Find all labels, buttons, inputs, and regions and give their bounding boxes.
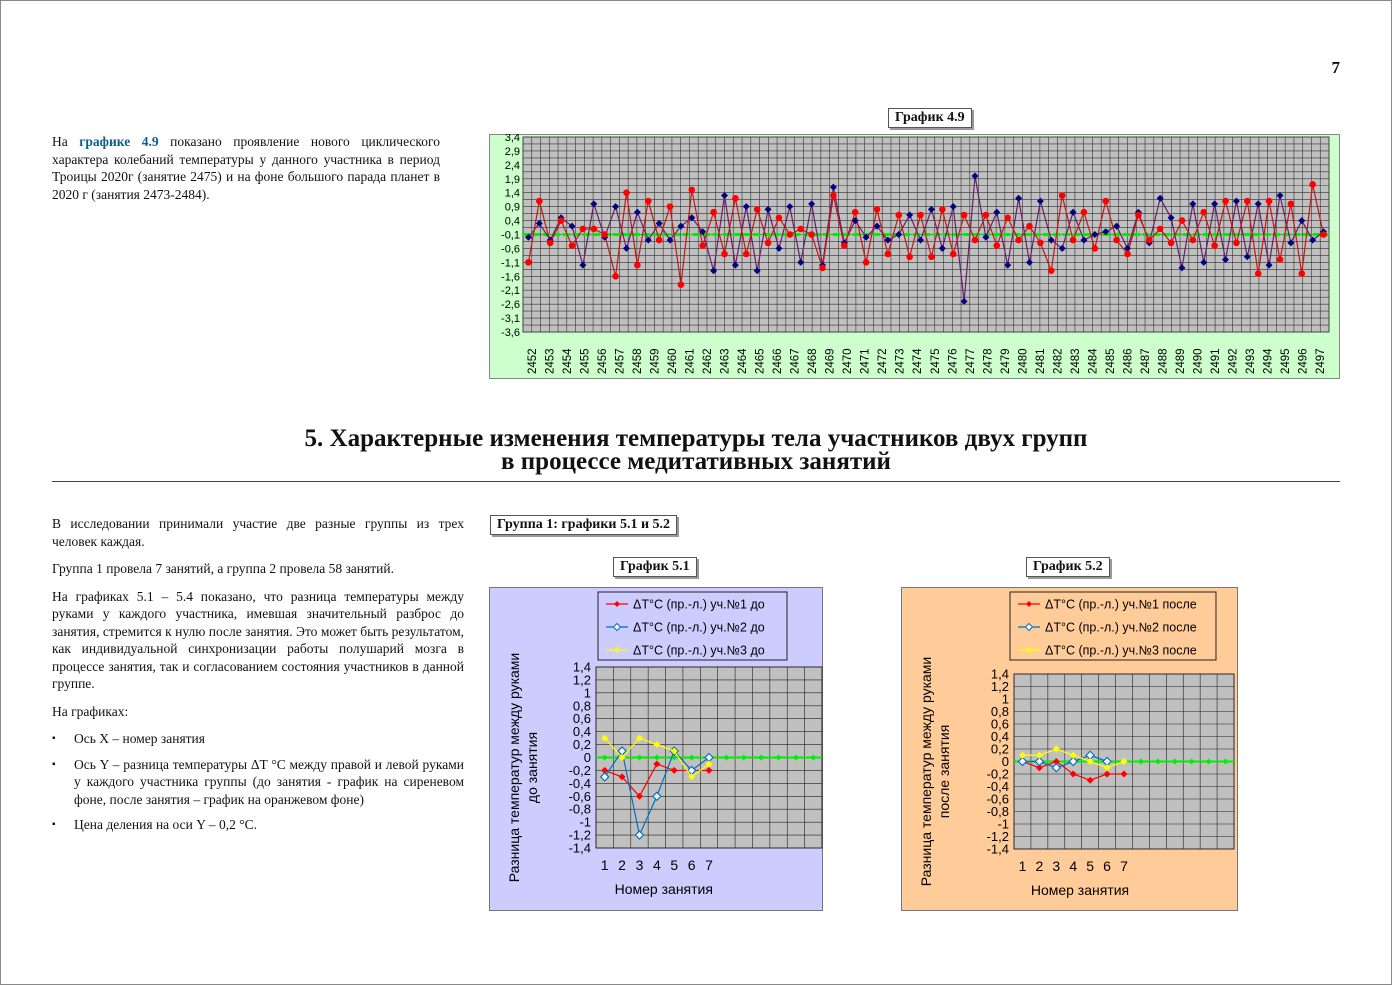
x-tick-label: 2467 — [789, 348, 802, 374]
series-red-point — [1190, 237, 1197, 244]
y-tick-label: -0,6 — [986, 791, 1009, 807]
series-red-point — [972, 237, 979, 244]
y-tick-label: 0 — [583, 750, 591, 765]
series-red-point — [928, 253, 935, 260]
y-tick-label: 2,4 — [504, 159, 520, 172]
series-red-point — [710, 209, 717, 216]
legend-label: ΔТ°С (пр.-л.) уч.№2 до — [633, 620, 765, 635]
bullet-item: ▪ Ось X – номер занятия — [52, 730, 464, 748]
x-tick-label: 2486 — [1122, 348, 1135, 374]
x-tick-label: 4 — [652, 857, 661, 873]
series-red-point — [699, 242, 706, 249]
y-tick-label: 0,4 — [504, 215, 520, 228]
y-tick-label: -2,1 — [501, 285, 520, 298]
y-tick-label: 3,4 — [504, 134, 520, 144]
paragraph-3: На графиках 5.1 – 5.4 показано, что разница температуры между руками у каждого участника, имевшая значительный разброс до занятия, стремится к нулю после занятия. Это может быть результатом, как индивидуальной синхронизации работы полушарий мозга в процессе занятия, так и согласованием состояния участников в данной группе. — [52, 588, 464, 691]
y-axis-label-line1: Разница температур между руками — [506, 652, 522, 883]
x-tick-label: 2488 — [1157, 348, 1170, 374]
y-tick-label: -0,2 — [568, 762, 591, 778]
y-axis-label-line1: Разница температур между руками — [918, 656, 934, 887]
y-tick-label: 0,6 — [990, 716, 1009, 732]
x-tick-label: 2475 — [929, 348, 942, 374]
x-tick-label: 2483 — [1069, 348, 1082, 374]
y-tick-label: 1 — [583, 685, 591, 701]
series-red-point — [1266, 198, 1273, 205]
x-tick-label: 2470 — [842, 348, 855, 374]
intro-rest: показано проявление нового циклического характера колебаний температуры у данного участника в период Троицы 2020г (занятие 2475) и на фоне большого парада планет в 2020 г (занятия 2473-2484). — [52, 134, 440, 202]
y-tick-label: -2,6 — [501, 299, 520, 312]
y-tick-label: -1,2 — [568, 827, 591, 843]
y-tick-label: 1,2 — [990, 679, 1009, 694]
series-red-point — [1309, 181, 1316, 188]
y-tick-label: -1,4 — [986, 841, 1009, 857]
y-tick-label: 0,2 — [572, 737, 591, 753]
group-label: Группа 1: графики 5.1 и 5.2 — [490, 515, 677, 535]
series-red-point — [678, 281, 685, 288]
x-tick-label: 2458 — [631, 348, 644, 374]
y-tick-label: 1,2 — [572, 672, 591, 688]
bullet-list — [52, 730, 464, 834]
legend-label: ΔТ°С (пр.-л.) уч.№2 после — [1045, 620, 1197, 635]
bullet-item: ▪ Цена деления на оси Y – 0,2 °C. — [52, 816, 464, 834]
x-tick-label: 3 — [1052, 858, 1061, 874]
series-red-point — [1015, 237, 1022, 244]
x-axis-label: Номер занятия — [614, 881, 713, 897]
series-red-point — [634, 262, 641, 269]
x-tick-label: 2466 — [772, 348, 785, 374]
series-red-point — [667, 203, 674, 210]
y-tick-label: 0,8 — [572, 698, 591, 714]
x-tick-label: 2454 — [561, 348, 574, 374]
series-red-point — [819, 265, 826, 272]
x-tick-label: 1 — [1018, 858, 1027, 874]
series-red-point — [732, 195, 739, 202]
chart-5-2-title: График 5.2 — [1026, 557, 1110, 577]
y-tick-label: -0,4 — [568, 775, 591, 791]
series-red-point — [1179, 217, 1186, 224]
series-red-point — [787, 231, 794, 238]
y-tick-label: 1 — [1001, 691, 1009, 707]
series-red-point — [1026, 223, 1033, 230]
x-tick-label: 2495 — [1280, 348, 1293, 374]
y-tick-label: -0,2 — [986, 766, 1009, 782]
x-tick-label: 5 — [1086, 858, 1095, 874]
series-red-point — [1037, 240, 1044, 247]
series-red-point — [1168, 240, 1175, 247]
paragraph-1: В исследовании принимали участие две разные группы из трех человек каждая. — [52, 516, 464, 549]
x-tick-label: 2474 — [912, 348, 925, 374]
series-red-point — [1200, 209, 1207, 216]
y-tick-label: -0,6 — [568, 788, 591, 804]
x-tick-label: 2465 — [754, 348, 767, 374]
x-tick-label: 2464 — [737, 348, 750, 374]
series-red-point — [580, 226, 587, 233]
series-red-point — [1124, 251, 1131, 258]
series-red-point — [961, 212, 968, 219]
x-tick-label: 6 — [687, 857, 696, 873]
series-red-point — [1048, 267, 1055, 274]
x-tick-label: 2477 — [964, 348, 977, 374]
chart-4-9-title: График 4.9 — [888, 108, 972, 128]
series-red-point — [569, 242, 576, 249]
y-tick-label: 2,9 — [504, 145, 520, 158]
series-red-point — [950, 251, 957, 258]
y-axis-label-line2: до занятия — [524, 731, 540, 804]
y-tick-label: -0,1 — [501, 229, 520, 242]
x-tick-label: 2 — [1035, 858, 1044, 874]
y-tick-label: -1,6 — [501, 271, 520, 284]
series-red-point — [1233, 240, 1240, 247]
y-tick-label: 0,4 — [572, 724, 591, 740]
x-tick-label: 3 — [635, 857, 644, 873]
series-red-point — [765, 240, 772, 247]
series-red-point — [1157, 226, 1164, 233]
y-tick-label: 1,4 — [990, 666, 1009, 682]
x-tick-label: 2455 — [579, 348, 592, 374]
series-red-point — [1320, 231, 1327, 238]
y-tick-label: -0,8 — [568, 801, 591, 817]
x-tick-label: 2453 — [544, 348, 557, 374]
legend-label: ΔТ°С (пр.-л.) уч.№3 до — [633, 643, 765, 658]
series-red-point — [885, 251, 892, 258]
series-red-point — [939, 206, 946, 213]
legend-label: ΔТ°С (пр.-л.) уч.№1 после — [1045, 597, 1197, 612]
y-tick-label: 0,8 — [990, 704, 1009, 719]
x-tick-label: 6 — [1103, 858, 1111, 874]
series-red-point — [547, 240, 554, 247]
chart-5-1 — [489, 587, 823, 911]
x-tick-label: 2494 — [1262, 348, 1275, 374]
intro-paragraph — [52, 133, 440, 203]
y-tick-label: 0 — [1001, 754, 1009, 769]
series-red-point — [1211, 242, 1218, 249]
series-red-point — [536, 198, 543, 205]
paragraph-2: Группа 1 провела 7 занятий, а группа 2 провела 58 занятий. — [52, 561, 394, 576]
series-red-point — [983, 212, 990, 219]
series-red-point — [1059, 192, 1066, 199]
x-tick-label: 2473 — [894, 348, 907, 374]
x-tick-label: 2462 — [701, 348, 714, 374]
x-tick-label: 2489 — [1175, 348, 1188, 374]
series-red-point — [743, 251, 750, 258]
y-tick-label: 0,6 — [572, 711, 591, 727]
series-red-point — [1255, 270, 1262, 277]
x-tick-label: 2468 — [807, 348, 820, 374]
x-tick-label: 2459 — [649, 348, 662, 374]
x-tick-label: 2496 — [1297, 348, 1310, 374]
paragraph-4: На графиках: — [52, 703, 129, 719]
y-tick-label: -1,4 — [568, 840, 591, 856]
x-tick-label: 7 — [705, 857, 713, 873]
x-tick-label: 2479 — [999, 348, 1012, 374]
series-red-point — [993, 242, 1000, 249]
x-tick-label: 2490 — [1192, 348, 1205, 374]
series-red-point — [1288, 201, 1295, 208]
series-red-point — [601, 231, 608, 238]
y-tick-label: -1,1 — [501, 257, 520, 270]
x-tick-label: 2457 — [614, 348, 627, 374]
y-tick-label: -0,6 — [501, 243, 520, 256]
x-tick-label: 2456 — [596, 348, 609, 374]
series-red-point — [656, 237, 663, 244]
x-tick-label: 2492 — [1227, 348, 1240, 374]
x-tick-label: 1 — [600, 857, 609, 873]
series-red-point — [797, 226, 804, 233]
x-axis-label: Номер занятия — [1030, 882, 1130, 898]
y-tick-label: 1,4 — [572, 659, 591, 675]
x-tick-label: 2471 — [859, 348, 872, 374]
series-red-point — [1113, 237, 1120, 244]
series-red-point — [721, 251, 728, 258]
left-text-block — [52, 515, 464, 842]
series-red-point — [689, 187, 696, 194]
x-tick-label: 2452 — [526, 348, 539, 374]
series-red-point — [558, 217, 565, 224]
series-red-point — [754, 206, 761, 213]
intro-link[interactable]: графике 4.9 — [79, 134, 159, 149]
section-title-line2: в процессе медитативных занятий — [501, 448, 891, 475]
y-tick-label: 1,4 — [504, 187, 520, 200]
series-red-point — [863, 259, 870, 266]
series-red-point — [623, 189, 630, 196]
series-red-point — [1092, 245, 1099, 252]
y-tick-label: 0,9 — [504, 201, 520, 214]
y-tick-label: -1 — [579, 814, 591, 830]
section-title-line1: 5. Характерные изменения температуры тела участников двух групп — [304, 425, 1088, 452]
x-tick-label: 2469 — [824, 348, 837, 374]
bullet-item: ▪ Ось Y – разница температуры ΔT °C между правой и левой руками у каждого участника группы (до занятия - график на сиреневом фоне, после занятия – график на оранжевом фоне) — [52, 756, 464, 809]
x-tick-label: 7 — [1120, 858, 1128, 874]
x-tick-label: 2484 — [1087, 348, 1100, 374]
section-divider — [52, 481, 1340, 482]
chart-4-9 — [489, 134, 1340, 379]
series-red-point — [1244, 198, 1251, 205]
x-tick-label: 2478 — [982, 348, 995, 374]
page-number: 7 — [1331, 58, 1340, 77]
series-red-point — [1146, 237, 1153, 244]
series-red-point — [645, 198, 652, 205]
series-red-point — [906, 253, 913, 260]
y-tick-label: -3,1 — [501, 313, 520, 326]
y-tick-label: -1 — [997, 816, 1009, 832]
series-red-point — [895, 212, 902, 219]
y-tick-label: 0,2 — [990, 741, 1009, 757]
series-red-point — [841, 242, 848, 249]
y-tick-label: -0,8 — [986, 804, 1009, 819]
x-tick-label: 2472 — [877, 348, 890, 374]
y-tick-label: -3,6 — [501, 327, 520, 339]
x-tick-label: 2485 — [1104, 348, 1117, 374]
series-red-point — [808, 231, 815, 238]
series-red-point — [1004, 214, 1011, 221]
y-tick-label: 0,4 — [990, 729, 1009, 744]
x-tick-label: 2487 — [1140, 348, 1153, 374]
x-tick-label: 2461 — [684, 348, 697, 374]
y-axis-label-line2: после занятия — [936, 724, 952, 819]
y-tick-label: 1,9 — [504, 173, 520, 186]
x-tick-label: 2480 — [1017, 348, 1030, 374]
series-red-point — [1277, 256, 1284, 263]
x-tick-label: 2493 — [1245, 348, 1258, 374]
x-tick-label: 2 — [618, 857, 626, 873]
x-tick-label: 4 — [1069, 858, 1078, 874]
series-red-point — [1222, 198, 1229, 205]
series-red-point — [917, 212, 924, 219]
x-tick-label: 2491 — [1210, 348, 1223, 374]
y-tick-label: -1,2 — [986, 829, 1009, 844]
y-tick-label: -0,4 — [986, 779, 1009, 794]
x-tick-label: 2460 — [666, 348, 679, 374]
x-tick-label: 2497 — [1315, 348, 1328, 374]
series-red-point — [1070, 237, 1077, 244]
series-red-point — [1298, 270, 1305, 277]
series-red-point — [590, 226, 597, 233]
legend-label: ΔТ°С (пр.-л.) уч.№1 до — [633, 597, 765, 612]
series-red-point — [776, 214, 783, 221]
x-tick-label: 2481 — [1034, 348, 1047, 374]
series-red-point — [1135, 212, 1142, 219]
series-red-point — [874, 206, 881, 213]
series-red-point — [612, 273, 619, 280]
series-red-point — [830, 192, 837, 199]
x-tick-label: 2482 — [1052, 348, 1065, 374]
series-red-point — [525, 259, 532, 266]
x-tick-label: 2463 — [719, 348, 732, 374]
legend-label: ΔТ°С (пр.-л.) уч.№3 после — [1045, 643, 1197, 658]
x-tick-label: 2476 — [947, 348, 960, 374]
series-red-point — [1081, 209, 1088, 216]
chart-5-2 — [901, 587, 1238, 911]
x-tick-label: 5 — [670, 857, 679, 873]
series-red-point — [1102, 198, 1109, 205]
series-red-point — [852, 209, 859, 216]
chart-5-1-title: График 5.1 — [613, 557, 697, 577]
intro-prefix: На — [52, 134, 80, 149]
